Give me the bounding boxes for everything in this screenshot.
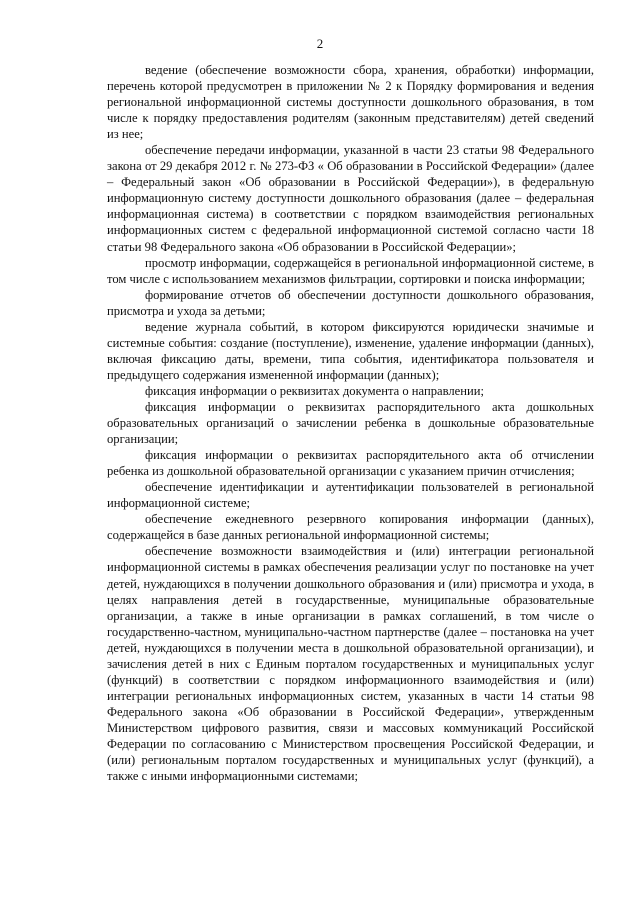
paragraph-integration: обеспечение возможности взаимодействия и (или) интеграции региональной информационной системы в рамках обеспечения реализации услуг по постановке на учет детей, нуждающихся в получении дошкольного образования и (или) присмотра и ухода, в целях направления детей в государственные, муниципальные образовательные организации, а также в иные организации в рамках соглашений, в том числе о государственно-частном, муниципально-частном партнерстве (далее – постановка на учет детей, нуждающихся в получении места в дошкольной образовательной организации), и зачисления детей в них с Единым порталом государственных и муниципальных услуг (функций) в соответствии с порядком информационного взаимодействия и (или) интеграции региональных информационных систем, указанных в части 14 статьи 98 Федерального закона «Об образовании в Российской Федерации», утвержденным Министерством цифрового развития, связи и массовых коммуникаций Российской Федерации по согласованию с Министерством просвещения Российской Федерации, и (или) региональным порталом государственных и муниципальных услуг (функций), а также с иными информационными системами; — [107, 544, 594, 784]
paragraph-data-collection: ведение (обеспечение возможности сбора, хранения, обработки) информации, перечень которой предусмотрен в приложении № 2 к Порядку формирования и ведения региональной информационной системы доступности дошкольного образования, в том числе к порядку предоставления родителям (законным представителям) детей сведений из нее; — [107, 63, 594, 142]
document-body — [107, 62, 594, 784]
paragraph-reports: формирование отчетов об обеспечении доступности дошкольного образования, присмотра и ухода за детьми; — [107, 287, 594, 318]
paragraph-data-transfer: обеспечение передачи информации, указанной в части 23 статьи 98 Федерального закона от 29 декабря 2012 г. № 273-ФЗ « Об образовании в Российской Федерации» (далее – Федеральный закон «Об образовании в Российской Федерации»), в федеральную информационную систему доступности дошкольного образования (далее – федеральная информационная система) в соответствии с порядком взаимодействия региональных информационных систем с федеральной информационной системой согласно части 18 статьи 98 Федерального закона «Об образовании в Российской Федерации»; — [107, 143, 594, 254]
page-number: 2 — [316, 36, 324, 51]
paragraph-expulsion-act: фиксация информации о реквизитах распорядительного акта об отчислении ребенка из дошкольной образовательной организации с указанием причин отчисления; — [107, 448, 594, 479]
paragraph-backup: обеспечение ежедневного резервного копирования информации (данных), содержащейся в базе данных региональной информационной системы; — [107, 512, 594, 543]
paragraph-authentication: обеспечение идентификации и аутентификации пользователей в региональной информационной системе; — [107, 480, 594, 511]
paragraph-enrollment-act: фиксация информации о реквизитах распорядительного акта дошкольных образовательных организаций о зачислении ребенка в дошкольные образовательные организации; — [107, 399, 594, 447]
paragraph-event-log: ведение журнала событий, в котором фиксируются юридически значимые и системные события: создание (поступление), изменение, удаление информации (данных), включая фиксацию даты, времени, типа события, идентификатора пользователя и предыдущего содержания измененной информации (данных); — [107, 319, 594, 382]
paragraph-view-information: просмотр информации, содержащейся в региональной информационной системе, в том числе с использованием механизмов фильтрации, сортировки и поиска информации; — [107, 255, 594, 286]
paragraph-referral-details: фиксация информации о реквизитах документа о направлении; — [145, 383, 484, 398]
